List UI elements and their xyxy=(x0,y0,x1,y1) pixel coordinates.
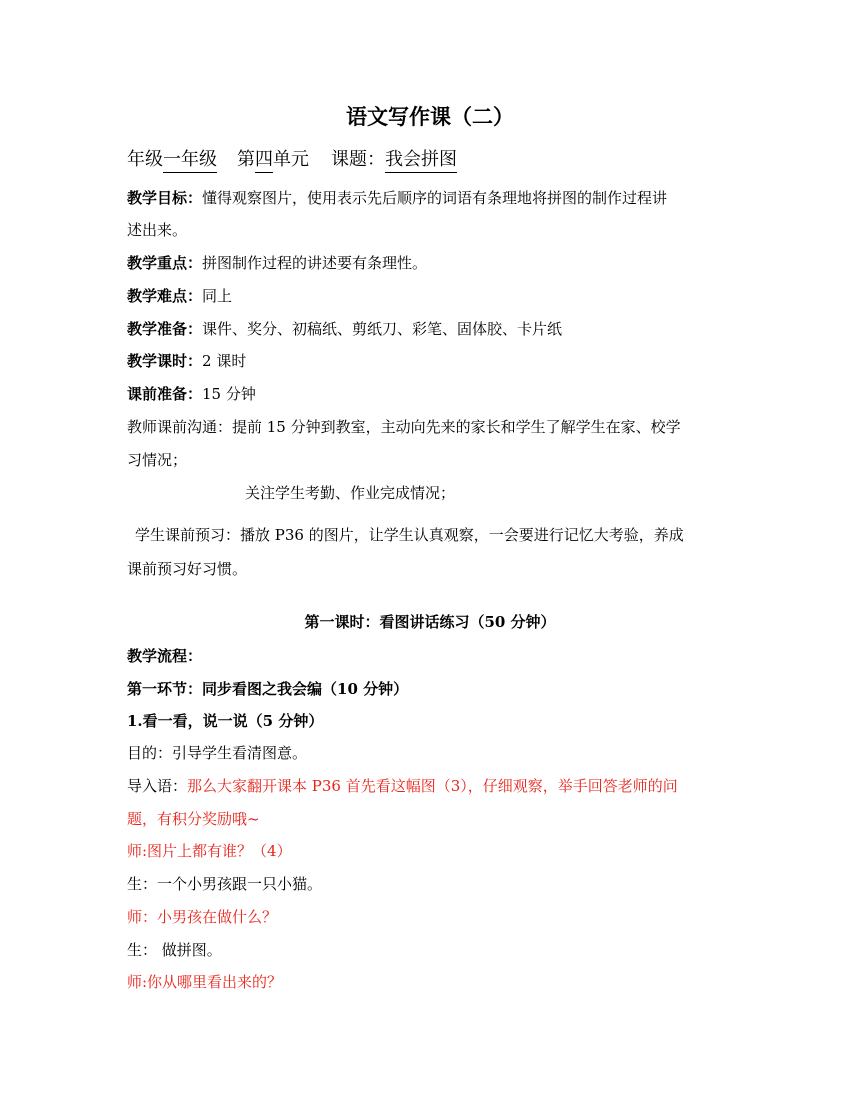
hours-label: 教学课时： xyxy=(127,352,203,370)
goal-label: 教学目标： xyxy=(127,189,203,207)
section-heading: 第一环节：同步看图之我会编（10 分钟） xyxy=(127,680,409,698)
prep-text: 课件、奖分、初稿纸、剪纸刀、彩笔、固体胶、卡片纸 xyxy=(202,320,563,338)
dialog-line: 生： 做拼图。 xyxy=(127,941,222,959)
difficulty-label: 教学难点： xyxy=(127,287,203,305)
page-title: 语文写作课（二） xyxy=(346,104,514,129)
preview-line-1: 学生课前预习：播放 P36 的图片，让学生认真观察，一会要进行记忆大考验，养成 xyxy=(135,526,684,544)
goal-line-2: 述出来。 xyxy=(127,221,188,239)
difficulty-text: 同上 xyxy=(202,287,233,305)
comm-line-2: 习情况； xyxy=(127,451,188,469)
focus-line xyxy=(127,253,427,273)
intro-label: 导入语： xyxy=(127,777,188,795)
unit-prefix: 第 xyxy=(237,149,255,170)
focus-text: 拼图制作过程的讲述要有条理性。 xyxy=(202,254,428,272)
step-heading: 1.看一看，说一说（5 分钟） xyxy=(127,712,324,730)
dialog-line: 师:你从哪里看出来的？ xyxy=(127,973,283,991)
focus-label: 教学重点： xyxy=(127,254,203,272)
dialog-line: 师:图片上都有谁？（4） xyxy=(127,842,292,860)
grade-label: 年级 xyxy=(127,149,163,170)
comm-line-1: 教师课前沟通：提前 15 分钟到教室，主动向先来的家长和学生了解学生在家、校学 xyxy=(127,418,681,436)
topic-value: 我会拼图 xyxy=(385,148,457,173)
comm-line-3: 关注学生考勤、作业完成情况； xyxy=(245,484,456,502)
grade-value: 一年级 xyxy=(163,148,217,173)
topic-label: 课题： xyxy=(331,149,385,170)
pre-class-text: 15 分钟 xyxy=(202,385,256,403)
flow-heading: 教学流程： xyxy=(127,647,203,665)
hours-line xyxy=(127,351,246,371)
prep-label: 教学准备： xyxy=(127,320,203,338)
pre-class-line xyxy=(127,384,256,404)
goal-text: 懂得观察图片，使用表示先后顺序的词语有条理地将拼图的制作过程讲 xyxy=(202,189,668,207)
intro-line-2: 题，有积分奖励哦~ xyxy=(127,810,260,828)
intro-text: 那么大家翻开课本 P36 首先看这幅图（3），仔细观察，举手回答老师的问 xyxy=(187,777,678,795)
lesson-heading: 第一课时：看图讲话练习（50 分钟） xyxy=(304,613,556,631)
dialog-line: 生：一个小男孩跟一只小猫。 xyxy=(127,875,323,893)
unit-number: 四 xyxy=(255,148,273,173)
prep-line xyxy=(127,319,562,339)
goal-line-1 xyxy=(127,188,667,208)
unit-suffix: 单元 xyxy=(273,149,309,170)
dialog-line: 师：小男孩在做什么？ xyxy=(127,908,278,926)
hours-text: 2 课时 xyxy=(202,352,247,370)
lesson-header xyxy=(127,148,457,173)
intro-line-1 xyxy=(127,776,678,796)
preview-line-2: 课前预习好习惯。 xyxy=(127,560,248,578)
purpose-line: 目的：引导学生看清图意。 xyxy=(127,744,308,762)
difficulty-line xyxy=(127,286,232,306)
pre-class-label: 课前准备： xyxy=(127,385,203,403)
